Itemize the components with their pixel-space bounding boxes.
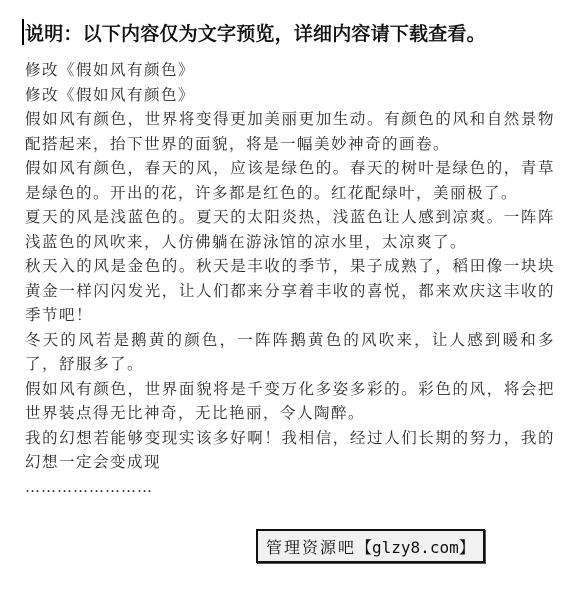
preview-notice: 说明：以下内容仅为文字预览，详细内容请下载查看。 xyxy=(25,22,486,45)
doc-paragraph: 假如风有颜色，世界将变得更加美丽更加生动。有颜色的风和自然景物配搭起来，抬下世界的面貌，将是一幅美妙神奇的画卷。 xyxy=(25,110,555,153)
watermark-url: 【glzy8.com】 xyxy=(356,537,475,557)
doc-paragraph: 夏天的风是浅蓝色的。夏天的太阳炎热，浅蓝色让人感到凉爽。一阵阵浅蓝色的风吹来，人仿佛躺在游泳馆的凉水里，太凉爽了。 xyxy=(25,208,555,251)
doc-paragraph: 我的幻想若能够变现实该多好啊！我相信，经过人们长期的努力，我的幻想一定会变成现 xyxy=(25,428,555,471)
doc-title-line: 修改《假如风有颜色》 xyxy=(25,61,196,79)
watermark-site-name: 管理资源吧 xyxy=(266,537,357,557)
doc-paragraph: 秋天入的风是金色的。秋天是丰收的季节，果子成熟了，稻田像一块块黄金一样闪闪发光，让人们都来分享着丰收的喜悦，都来欢庆这丰收的季节吧！ xyxy=(25,257,555,324)
truncation-ellipsis: …………………… xyxy=(25,477,153,496)
preview-notice-bar xyxy=(0,16,578,48)
text-cursor xyxy=(22,19,24,45)
site-watermark xyxy=(256,529,485,563)
doc-paragraph: 假如风有颜色，春天的风，应该是绿色的。春天的树叶是绿色的，青草是绿色的。开出的花，许多都是红色的。红花配绿叶，美丽极了。 xyxy=(25,159,555,202)
document-body xyxy=(25,58,555,497)
doc-paragraph: 假如风有颜色，世界面貌将是千变万化多姿多彩的。彩色的风，将会把世界装点得无比神奇，无比艳丽，令人陶醉。 xyxy=(25,379,555,422)
doc-paragraph: 冬天的风若是鹅黄的颜色，一阵阵鹅黄色的风吹来，让人感到暖和多了，舒服多了。 xyxy=(25,330,555,373)
doc-title-line: 修改《假如风有颜色》 xyxy=(25,85,196,104)
